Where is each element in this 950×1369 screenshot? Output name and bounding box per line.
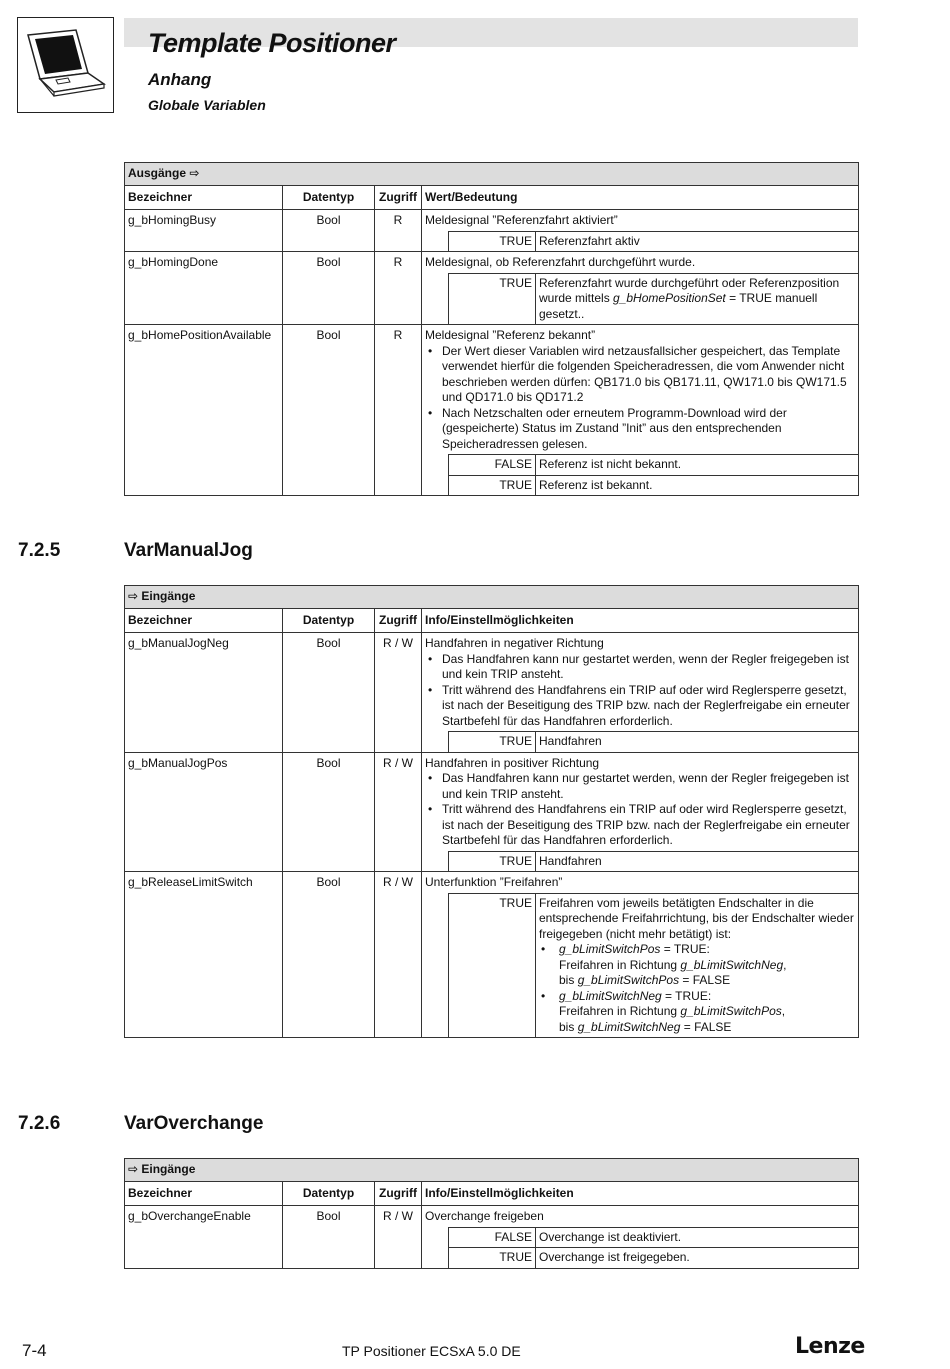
var-access: R / W [375, 633, 422, 753]
var-name: g_bManualJogPos [125, 752, 283, 872]
lenze-logo: Lenze [795, 1334, 865, 1359]
value-key: FALSE [449, 1227, 536, 1248]
bullet-item: • Der Wert dieser Variablen wird netzausfallsicher gespeichert, das Template verwendet hierfür die folgenden Speicheradressen, die vom Anwender nicht beschrieben werden dürfen: QB171.0 bis QB171.11, QW171.0 bis QW171.5 und QD171.0 bis QD171.2 [425, 344, 855, 406]
table-caption: ⇨ Eingänge [125, 1159, 859, 1182]
value-text: Handfahren [536, 851, 859, 871]
release-intro: Freifahren vom jeweils betätigten Endschalter in die entsprechende Freifahrrichtung, bis der Endschalter wieder freigegeben (nicht mehr betätigt) ist: [539, 895, 854, 941]
table-row [125, 1206, 859, 1269]
var-type: Bool [283, 210, 375, 252]
col-header: Datentyp [283, 1181, 375, 1206]
var-name: g_bReleaseLimitSwitch [125, 872, 283, 1038]
value-key: TRUE [449, 1248, 536, 1268]
var-name: g_bManualJogNeg [125, 633, 283, 753]
value-key: FALSE [449, 455, 536, 476]
var-type: Bool [283, 633, 375, 753]
col-header: Zugriff [375, 1181, 422, 1206]
value-text: Overchange ist freigegeben. [536, 1248, 859, 1268]
document-title: TP Positioner ECSxA 5.0 DE [342, 1343, 521, 1359]
bullet-item: • Tritt während des Handfahrens ein TRIP auf oder wird Reglersperre gesetzt, ist nach der Beseitigung des TRIP bzw. nach der Reglerfreigabe ein erneuter Startbefehl für das Handfahren erforderlich. [425, 683, 855, 730]
value-text: Referenzfahrt aktiv [536, 231, 859, 251]
var-name: g_bHomingBusy [125, 210, 283, 252]
value-text: Referenz ist nicht bekannt. [536, 455, 859, 476]
var-access: R / W [375, 872, 422, 1038]
section-subtitle: Globale Variablen [148, 97, 266, 113]
section-number: 7.2.5 [18, 540, 61, 561]
col-header: Zugriff [375, 185, 422, 210]
section-number: 7.2.6 [18, 1113, 61, 1134]
outputs-table [124, 162, 859, 496]
var-access: R [375, 210, 422, 252]
table-caption: ⇨ Eingänge [125, 586, 859, 609]
var-desc: Meldesignal ”Referenzfahrt aktiviert” [425, 213, 618, 227]
var-type: Bool [283, 325, 375, 496]
var-desc: Overchange freigeben [425, 1209, 544, 1223]
col-header: Datentyp [283, 608, 375, 633]
var-type: Bool [283, 1206, 375, 1269]
col-header: Info/Einstellmöglichkeiten [422, 1181, 859, 1206]
value-text: Referenzfahrt wurde durchgeführt oder Referenzposition wurde mittels g_bHomePositionSet = TRUE manuell gesetzt.. [536, 273, 859, 324]
table-row [125, 252, 859, 325]
page-number: 7-4 [22, 1341, 47, 1360]
bullet-item: • Tritt während des Handfahrens ein TRIP auf oder wird Reglersperre gesetzt, ist nach der Beseitigung des TRIP bzw. nach der Reglerfreigabe ein erneuter Startbefehl für das Handfahren erforderlich. [425, 802, 855, 849]
table-row [125, 872, 859, 1038]
col-header: Zugriff [375, 608, 422, 633]
var-access: R / W [375, 1206, 422, 1269]
var-type: Bool [283, 752, 375, 872]
value-text: Referenz ist bekannt. [536, 475, 859, 495]
value-text [536, 893, 859, 1037]
value-key: TRUE [449, 851, 536, 871]
bullet-item: • g_bLimitSwitchPos = TRUE: Freifahren in Richtung g_bLimitSwitchNeg, bis g_bLimitSwitchPos = FALSE [539, 942, 855, 989]
manualjog-table [124, 585, 859, 1038]
bullet-item: • Das Handfahren kann nur gestartet werden, wenn der Regler freigegeben ist und kein TRIP ansteht. [425, 652, 855, 683]
var-type: Bool [283, 872, 375, 1038]
bullet-item: • g_bLimitSwitchNeg = TRUE: Freifahren in Richtung g_bLimitSwitchPos, bis g_bLimitSwitchNeg = FALSE [539, 989, 855, 1036]
var-desc: Meldesignal, ob Referenzfahrt durchgeführt wurde. [425, 255, 696, 269]
table-row [125, 752, 859, 872]
value-key: TRUE [449, 475, 536, 495]
var-name: g_bHomePositionAvailable [125, 325, 283, 496]
var-name: g_bHomingDone [125, 252, 283, 325]
col-header: Bezeichner [125, 185, 283, 210]
value-text: Handfahren [536, 732, 859, 752]
bullet-item: • Nach Netzschalten oder erneutem Programm-Download wird der (gespeicherte) Status im Zustand ”Init” aus den entsprechenden Speicheradressen gelesen. [425, 406, 855, 453]
value-key: TRUE [449, 273, 536, 324]
var-access: R / W [375, 752, 422, 872]
var-type: Bool [283, 252, 375, 325]
table-row [125, 210, 859, 252]
table-caption: Ausgänge ⇨ [125, 163, 859, 186]
laptop-icon [17, 17, 114, 113]
value-key: TRUE [449, 732, 536, 752]
var-desc: Handfahren in positiver Richtung [425, 755, 600, 770]
col-header: Info/Einstellmöglichkeiten [422, 608, 859, 633]
col-header: Bezeichner [125, 608, 283, 633]
value-key: TRUE [449, 231, 536, 251]
var-desc: Handfahren in negativer Richtung [425, 636, 604, 650]
col-header: Datentyp [283, 185, 375, 210]
col-header: Wert/Bedeutung [422, 185, 859, 210]
chapter-title: Anhang [148, 70, 212, 89]
value-key: TRUE [449, 893, 536, 1037]
bullet-item: • Das Handfahren kann nur gestartet werden, wenn der Regler freigegeben ist und kein TRIP ansteht. [425, 771, 855, 802]
col-header: Bezeichner [125, 1181, 283, 1206]
var-desc: Unterfunktion ”Freifahren” [425, 875, 563, 889]
overchange-table [124, 1158, 859, 1269]
section-title: VarManualJog [124, 540, 253, 561]
var-access: R [375, 252, 422, 325]
table-row [125, 325, 859, 496]
table-row [125, 633, 859, 753]
page-title: Template Positioner [148, 28, 396, 58]
var-access: R [375, 325, 422, 496]
var-desc: Meldesignal ”Referenz bekannt” [425, 328, 596, 342]
value-text: Overchange ist deaktiviert. [536, 1227, 859, 1248]
var-name: g_bOverchangeEnable [125, 1206, 283, 1269]
section-title: VarOverchange [124, 1113, 264, 1134]
